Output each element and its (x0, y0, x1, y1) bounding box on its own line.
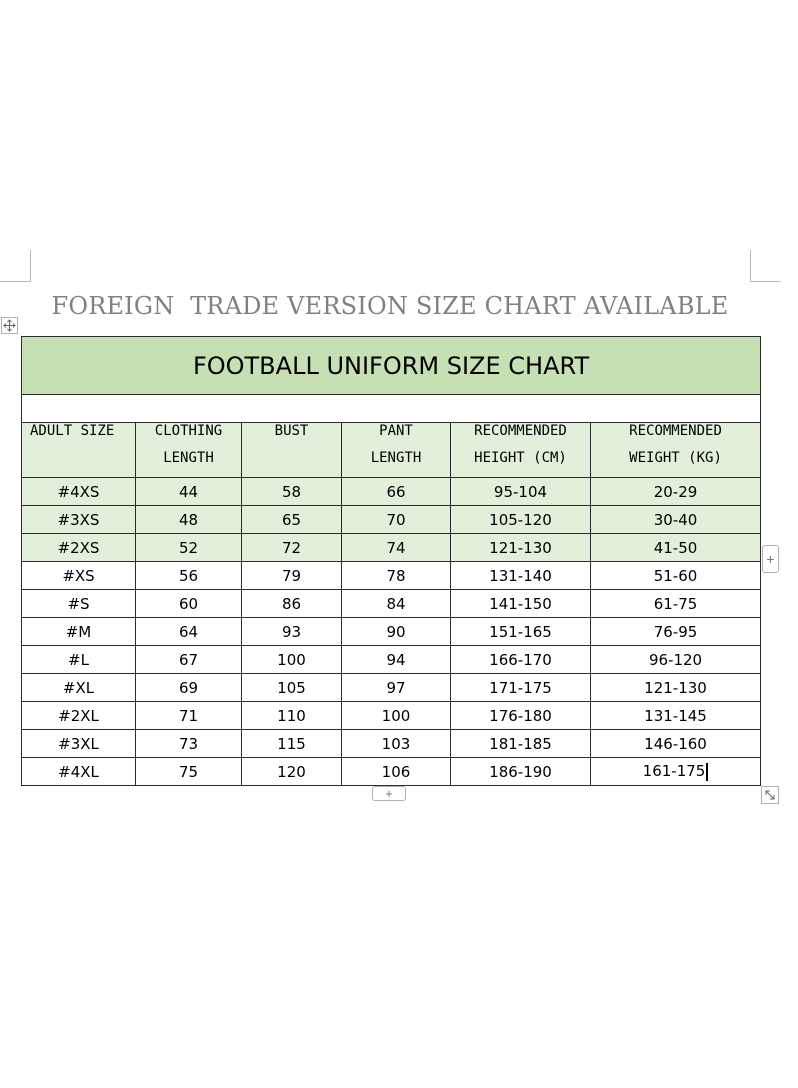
table-row (22, 730, 761, 758)
cell-size[interactable] (22, 702, 136, 730)
cell-bust[interactable] (242, 674, 342, 702)
blank-row[interactable] (22, 395, 761, 423)
cell-pant-length[interactable] (342, 506, 451, 534)
cell-clothing-length[interactable] (136, 646, 242, 674)
move-arrows-icon (3, 319, 16, 332)
cell-recommended-height[interactable] (451, 674, 591, 702)
cell-bust[interactable] (242, 534, 342, 562)
cell-pant-length[interactable] (342, 758, 451, 786)
cell-recommended-height[interactable] (451, 534, 591, 562)
cell-value: 96-120 (648, 650, 703, 669)
cell-recommended-height[interactable] (451, 702, 591, 730)
cell-recommended-weight[interactable] (591, 506, 761, 534)
table-row (22, 506, 761, 534)
cell-pant-length[interactable] (342, 562, 451, 590)
table-title[interactable]: FOOTBALL UNIFORM SIZE CHART (22, 337, 761, 395)
cell-value: 146-160 (644, 734, 707, 753)
cell-recommended-weight[interactable] (591, 730, 761, 758)
cell-clothing-length[interactable] (136, 562, 242, 590)
cell-size[interactable] (22, 478, 136, 506)
cell-value: 95-104 (493, 482, 548, 501)
cell-value: 100 (277, 650, 306, 669)
cell-size[interactable] (22, 590, 136, 618)
cell-value: 48 (178, 510, 199, 529)
cell-pant-length[interactable] (342, 702, 451, 730)
cell-value: 120 (277, 762, 306, 781)
cell-value: 121-130 (644, 678, 707, 697)
cell-value: 90 (386, 622, 406, 641)
cell-value: 110 (277, 706, 306, 725)
cell-value: #S (67, 594, 90, 613)
plus-icon: + (766, 551, 775, 567)
table-row (22, 562, 761, 590)
header-line: BUST (274, 423, 309, 439)
add-row-button[interactable] (372, 786, 406, 801)
cell-recommended-weight[interactable] (591, 478, 761, 506)
table-move-handle[interactable] (1, 317, 18, 334)
cell-size[interactable] (22, 618, 136, 646)
cell-recommended-weight[interactable] (591, 590, 761, 618)
cell-bust[interactable] (242, 618, 342, 646)
cell-size[interactable] (22, 758, 136, 786)
table-row (22, 646, 761, 674)
header-clothing-length[interactable] (136, 423, 242, 478)
cell-value: #4XS (57, 482, 100, 501)
cell-value: 78 (386, 566, 406, 585)
cell-value: 166-170 (489, 650, 552, 669)
cell-value: 93 (281, 622, 302, 641)
cell-size[interactable] (22, 730, 136, 758)
cell-value: 66 (386, 482, 406, 501)
cell-value: 186-190 (489, 762, 552, 781)
cell-clothing-length[interactable] (136, 674, 242, 702)
resize-diagonal-icon (764, 789, 776, 801)
cell-value: 71 (178, 706, 199, 725)
cell-value: 76-95 (653, 622, 698, 641)
cell-value: 100 (381, 706, 411, 725)
cell-value: 151-165 (489, 622, 552, 641)
table-row (22, 758, 761, 786)
cell-recommended-weight[interactable] (591, 758, 761, 786)
cell-size[interactable] (22, 534, 136, 562)
cell-size[interactable] (22, 562, 136, 590)
cell-value: 131-140 (489, 566, 552, 585)
cell-size[interactable] (22, 646, 136, 674)
cell-pant-length[interactable] (342, 478, 451, 506)
cell-bust[interactable] (242, 590, 342, 618)
text-cursor (706, 763, 708, 781)
table-row (22, 478, 761, 506)
cell-value: #3XS (57, 510, 100, 529)
cell-value: 94 (386, 650, 406, 669)
cell-size[interactable] (22, 506, 136, 534)
cell-size[interactable] (22, 674, 136, 702)
cell-bust[interactable] (242, 758, 342, 786)
cell-value: #2XS (57, 538, 100, 557)
cell-bust[interactable] (242, 506, 342, 534)
table-row (22, 590, 761, 618)
cell-value: 161-175 (642, 762, 706, 781)
cell-clothing-length[interactable] (136, 534, 242, 562)
cell-value: 30-40 (653, 510, 698, 529)
header-line: CLOTHING (154, 423, 223, 439)
cell-bust[interactable] (242, 478, 342, 506)
cell-recommended-weight[interactable] (591, 618, 761, 646)
header-line: HEIGHT (CM) (474, 450, 567, 466)
cell-value: 115 (277, 734, 306, 753)
header-line: RECOMMENDED (629, 423, 722, 439)
cell-value: 67 (178, 650, 199, 669)
cell-clothing-length[interactable] (136, 758, 242, 786)
page-corner-mark-left (0, 250, 31, 282)
cell-pant-length[interactable] (342, 730, 451, 758)
cell-pant-length[interactable] (342, 590, 451, 618)
cell-value: 52 (178, 538, 199, 557)
cell-value: 41-50 (653, 538, 698, 557)
table-row (22, 534, 761, 562)
table-row (22, 702, 761, 730)
cell-value: 79 (281, 566, 302, 585)
cell-value: 20-29 (653, 482, 698, 501)
header-line (30, 450, 135, 477)
header-pant-length[interactable] (342, 423, 451, 478)
plus-icon: + (385, 786, 393, 801)
cell-value: #M (65, 622, 92, 641)
header-recommended-height[interactable] (451, 423, 591, 478)
cell-value: #XL (62, 678, 95, 697)
cell-bust[interactable] (242, 562, 342, 590)
cell-value: #XS (62, 566, 95, 585)
cell-recommended-weight[interactable] (591, 674, 761, 702)
cell-value: 51-60 (653, 566, 698, 585)
cell-pant-length[interactable] (342, 618, 451, 646)
header-line: WEIGHT (KG) (629, 450, 722, 466)
cell-clothing-length[interactable] (136, 478, 242, 506)
page-corner-mark-right (750, 250, 781, 282)
cell-bust[interactable] (242, 702, 342, 730)
cell-recommended-height[interactable] (451, 506, 591, 534)
cell-recommended-height[interactable] (451, 646, 591, 674)
cell-recommended-height[interactable] (451, 590, 591, 618)
cell-value: 106 (381, 762, 411, 781)
header-line: RECOMMENDED (474, 423, 567, 439)
cell-value: 60 (178, 594, 199, 613)
table-row (22, 618, 761, 646)
cell-value: #L (68, 650, 89, 669)
cell-value: 72 (281, 538, 302, 557)
cell-recommended-height[interactable] (451, 758, 591, 786)
cell-recommended-height[interactable] (451, 618, 591, 646)
cell-clothing-length[interactable] (136, 730, 242, 758)
cell-recommended-weight[interactable] (591, 534, 761, 562)
cell-clothing-length[interactable] (136, 702, 242, 730)
cell-recommended-weight[interactable] (591, 562, 761, 590)
cell-value: 176-180 (489, 706, 552, 725)
cell-value: 61-75 (653, 594, 698, 613)
cell-value: 58 (281, 482, 302, 501)
header-line: PANT (379, 423, 413, 439)
add-column-button[interactable] (762, 545, 779, 573)
cell-value: 105 (277, 678, 306, 697)
cell-value: 86 (281, 594, 302, 613)
cell-clothing-length[interactable] (136, 618, 242, 646)
header-bust[interactable] (242, 423, 342, 478)
cell-value: 97 (386, 678, 406, 697)
cell-value: 75 (178, 762, 199, 781)
cell-value: 171-175 (489, 678, 552, 697)
cell-bust[interactable] (242, 730, 342, 758)
cell-pant-length[interactable] (342, 646, 451, 674)
header-line: LENGTH (370, 450, 422, 466)
cell-value: 121-130 (489, 538, 552, 557)
page-heading: FOREIGN TRADE VERSION SIZE CHART AVAILABLE (51, 292, 729, 320)
cell-value: 69 (178, 678, 199, 697)
cell-pant-length[interactable] (342, 674, 451, 702)
cell-recommended-height[interactable] (451, 562, 591, 590)
cell-value: 74 (386, 538, 406, 557)
cell-value: 70 (386, 510, 406, 529)
cell-value: 73 (178, 734, 199, 753)
cell-value: #4XL (58, 762, 99, 781)
cell-recommended-weight[interactable] (591, 702, 761, 730)
header-adult-size[interactable] (22, 423, 136, 478)
cell-value: 105-120 (489, 510, 552, 529)
size-chart-table (21, 336, 761, 786)
cell-clothing-length[interactable] (136, 590, 242, 618)
cell-recommended-height[interactable] (451, 730, 591, 758)
cell-value: 141-150 (489, 594, 552, 613)
cell-value: 56 (178, 566, 199, 585)
cell-pant-length[interactable] (342, 534, 451, 562)
header-line: LENGTH (163, 450, 214, 466)
cell-value: 131-145 (644, 706, 707, 725)
cell-value: 44 (178, 482, 199, 501)
cell-value: #3XL (58, 734, 99, 753)
header-line (242, 450, 341, 477)
cell-value: 181-185 (489, 734, 552, 753)
cell-clothing-length[interactable] (136, 506, 242, 534)
header-line: ADULT SIZE (30, 423, 115, 439)
cell-value: 65 (281, 510, 302, 529)
cell-value: 84 (386, 594, 406, 613)
table-resize-handle[interactable] (761, 786, 779, 804)
cell-recommended-height[interactable] (451, 478, 591, 506)
cell-value: #2XL (58, 706, 99, 725)
header-recommended-weight[interactable] (591, 423, 761, 478)
table-row (22, 674, 761, 702)
cell-bust[interactable] (242, 646, 342, 674)
cell-value: 103 (381, 734, 411, 753)
cell-value: 64 (178, 622, 199, 641)
cell-recommended-weight[interactable] (591, 646, 761, 674)
header-row (22, 423, 761, 478)
